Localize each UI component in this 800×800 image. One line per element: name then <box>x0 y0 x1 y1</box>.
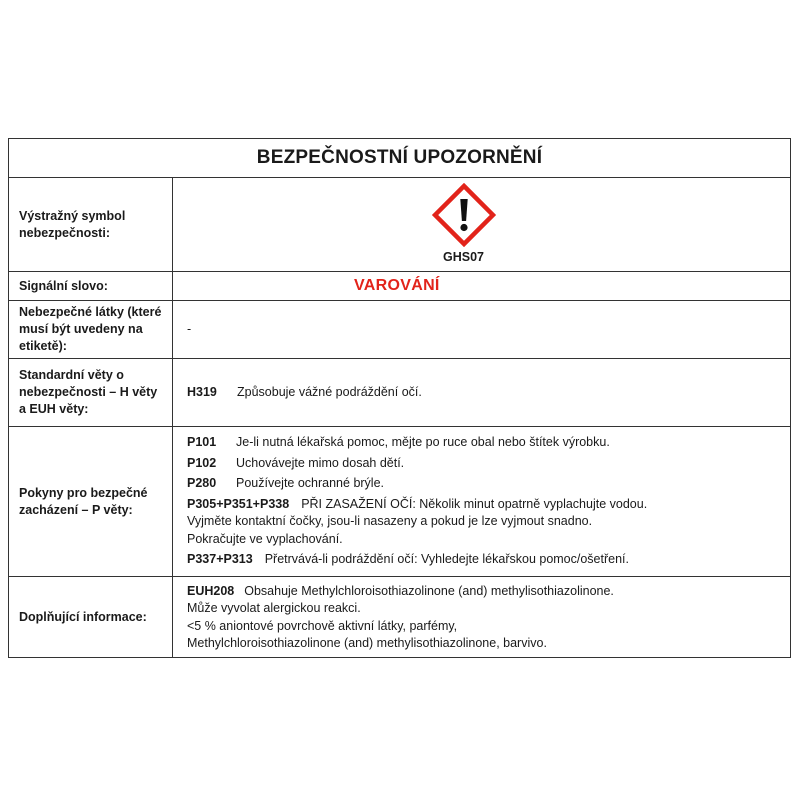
precautionary-statement <box>187 434 780 452</box>
statement-text: Obsahuje Methylchloroisothiazolinone (and) methylisothiazolinone. <box>244 583 614 598</box>
statement-continuation: Vyjměte kontaktní čočky, jsou-li nasazeny a pokud je lze vyjmout snadno. <box>187 514 593 529</box>
precautionary-statements-label: Pokyny pro bezpečné zacházení – P věty: <box>9 427 173 576</box>
signal-word-label: Signální slovo: <box>9 272 173 300</box>
precautionary-statement <box>187 475 780 493</box>
precautionary-statement <box>187 455 780 473</box>
statement-text: Způsobuje vážné podráždění očí. <box>237 384 422 399</box>
additional-info-line: Může vyvolat alergickou reakci. <box>187 601 361 615</box>
ghs-code: GHS07 <box>443 249 484 264</box>
hazard-statements-row <box>9 359 790 427</box>
additional-info-line: <5 % aniontové povrchově aktivní látky, parfémy, <box>187 618 458 633</box>
precautionary-statement <box>187 551 780 569</box>
additional-info-statement <box>187 583 780 601</box>
hazardous-substances-value: - <box>187 321 192 336</box>
statement-code: P305+P351+P338 <box>187 496 290 511</box>
statement-code: EUH208 <box>187 583 235 598</box>
precautionary-statement <box>187 496 780 514</box>
statement-code: P102 <box>187 455 217 470</box>
page-title: BEZPEČNOSTNÍ UPOZORNĚNÍ <box>9 139 790 178</box>
additional-info-line: Methylchloroisothiazolinone (and) methylisothiazolinone, barvivo. <box>187 636 547 650</box>
pictogram-row <box>9 178 790 272</box>
precautionary-statements-row <box>9 427 790 577</box>
statement-code: P337+P313 <box>187 552 253 567</box>
additional-info-label: Doplňující informace: <box>9 577 173 658</box>
hazard-statements-label: Standardní věty o nebezpečnosti – H věty a EUH věty: <box>9 359 173 426</box>
signal-word-row <box>9 272 790 301</box>
statement-text: Uchovávejte mimo dosah dětí. <box>236 455 405 470</box>
safety-label-table <box>8 138 791 658</box>
hazardous-substances-label: Nebezpečné látky (které musí být uvedeny na etiketě): <box>9 301 173 358</box>
statement-continuation: Pokračujte ve vyplachování. <box>187 531 343 546</box>
statement-code: H319 <box>187 384 217 399</box>
statement-code: P101 <box>187 435 217 450</box>
exclamation-mark-diamond-icon <box>432 183 496 247</box>
statement-text: Používejte ochranné brýle. <box>236 476 385 491</box>
signal-word: VAROVÁNÍ <box>354 277 440 295</box>
statement-text: Je-li nutná lékařská pomoc, mějte po ruce obal nebo štítek výrobku. <box>236 435 610 450</box>
pictogram-content <box>173 178 790 271</box>
statement-text: PŘI ZASAŽENÍ OČÍ: Několik minut opatrně vyplachujte vodou. <box>301 496 648 511</box>
statement-text: Přetrvává-li podráždění očí: Vyhledejte lékařskou pomoc/ošetření. <box>264 552 629 567</box>
hazard-statement <box>187 384 780 402</box>
pictogram-label: Výstražný symbol nebezpečnosti: <box>9 178 173 271</box>
additional-info-row <box>9 577 790 658</box>
statement-code: P280 <box>187 476 217 491</box>
hazardous-substances-row <box>9 301 790 359</box>
ghs-pictogram <box>147 178 780 271</box>
